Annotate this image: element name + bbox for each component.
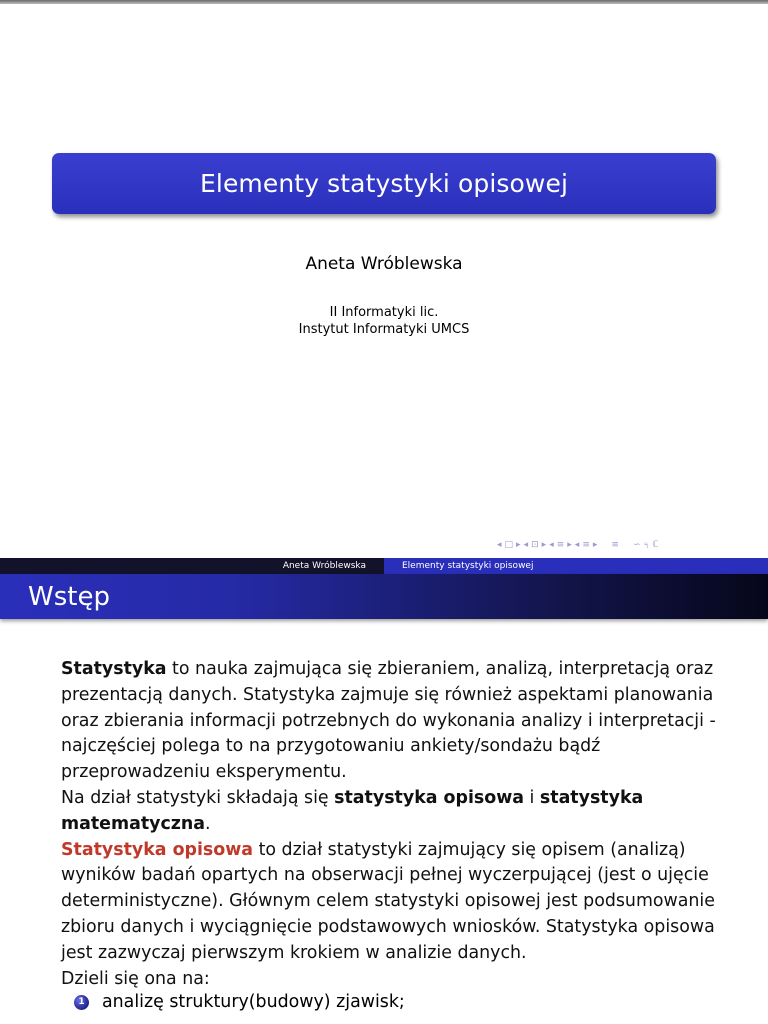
term-statystyka-matematyczna: statystyka matematyczna: [61, 787, 644, 834]
term-statystyka: Statystyka: [61, 659, 167, 679]
footline-author: Aneta Wróblewska: [282, 561, 366, 571]
branches-conjunction: i: [524, 787, 540, 808]
nav-forward-icon[interactable]: ℂ: [652, 540, 659, 550]
frame-title: Wstęp: [28, 581, 110, 612]
branches-period: .: [205, 813, 211, 834]
enumerate-item: [74, 992, 405, 1012]
term-statystyka-opisowa: statystyka opisowa: [334, 787, 525, 808]
nav-subsection-icon[interactable]: ≡: [556, 540, 565, 550]
nav-next-subsection-icon[interactable]: ▸: [567, 540, 572, 550]
paragraph-divides: Dzieli się ona na:: [61, 968, 210, 989]
descriptive-text: to dział statystyki zajmujący się opisem (analizą) wyników badań opartych na obserwacji pełnej wyczerpującej (jest o ujęcie deterministyczne). Głównym celem statystyki opisowej jest podsumowanie zbioru danych i wyciągnięcie podstawowych wniosków. Statystyka opisowa jest zazwyczaj pierwszym krokiem w analizie danych.: [61, 839, 715, 963]
top-rule: [0, 0, 768, 4]
title-box: [52, 153, 716, 214]
enumerate-ball-icon: 1: [74, 995, 89, 1010]
institute: [0, 304, 768, 338]
footline-author-box: [0, 558, 384, 574]
footline-title-box: [384, 558, 768, 574]
enumerate-item-text: analizę struktury(budowy) zjawisk;: [102, 992, 405, 1012]
nav-back-icon[interactable]: ∽: [632, 540, 641, 550]
nav-section-icon[interactable]: ≡: [582, 540, 590, 550]
footline-title: Elementy statystyki opisowej: [402, 561, 534, 571]
author-name: Aneta Wróblewska: [305, 254, 463, 274]
nav-prev-subsection-icon[interactable]: ◂: [549, 540, 554, 550]
nav-next-slide-icon[interactable]: ▸: [516, 540, 521, 550]
nav-prev-slide-icon[interactable]: ◂: [497, 540, 502, 550]
nav-next-section-icon[interactable]: ▸: [592, 540, 598, 550]
branches-intro: Na dział statystyki składają się: [61, 787, 335, 808]
nav-slide-icon[interactable]: □: [504, 540, 514, 550]
nav-document-icon[interactable]: ≡: [611, 540, 619, 550]
nav-prev-section-icon[interactable]: ◂: [574, 540, 580, 550]
slide-body: [61, 657, 721, 992]
presentation-title: Elementy statystyki opisowej: [200, 169, 568, 198]
footline: [0, 558, 768, 574]
institute-line-1: II Informatyki lic.: [329, 305, 439, 320]
paragraph-branches: [61, 786, 721, 838]
nav-prev-frame-icon[interactable]: ◂: [523, 540, 529, 550]
frame-title-bar: [0, 574, 768, 619]
nav-search-icon[interactable]: ৭: [643, 540, 650, 551]
paragraph-definition: [61, 657, 721, 786]
definition-text: to nauka zajmująca się zbieraniem, analizą, interpretacją oraz prezentacją danych. Statystyka zajmuje się również aspektami planowania oraz zbierania informacji potrzebnych do wykonania analizy i interpretacji - najczęściej polega to na przygotowaniu ankiety/sondażu bądź przeprowadzeniu eksperymentu.: [61, 659, 716, 783]
nav-frame-icon[interactable]: ⊡: [531, 540, 539, 550]
institute-line-2: Instytut Informatyki UMCS: [298, 322, 470, 337]
nav-next-frame-icon[interactable]: ▸: [541, 540, 547, 550]
alert-statystyka-opisowa: Statystyka opisowa: [61, 839, 254, 860]
beamer-navigation: [497, 538, 662, 552]
paragraph-descriptive: [61, 838, 721, 967]
